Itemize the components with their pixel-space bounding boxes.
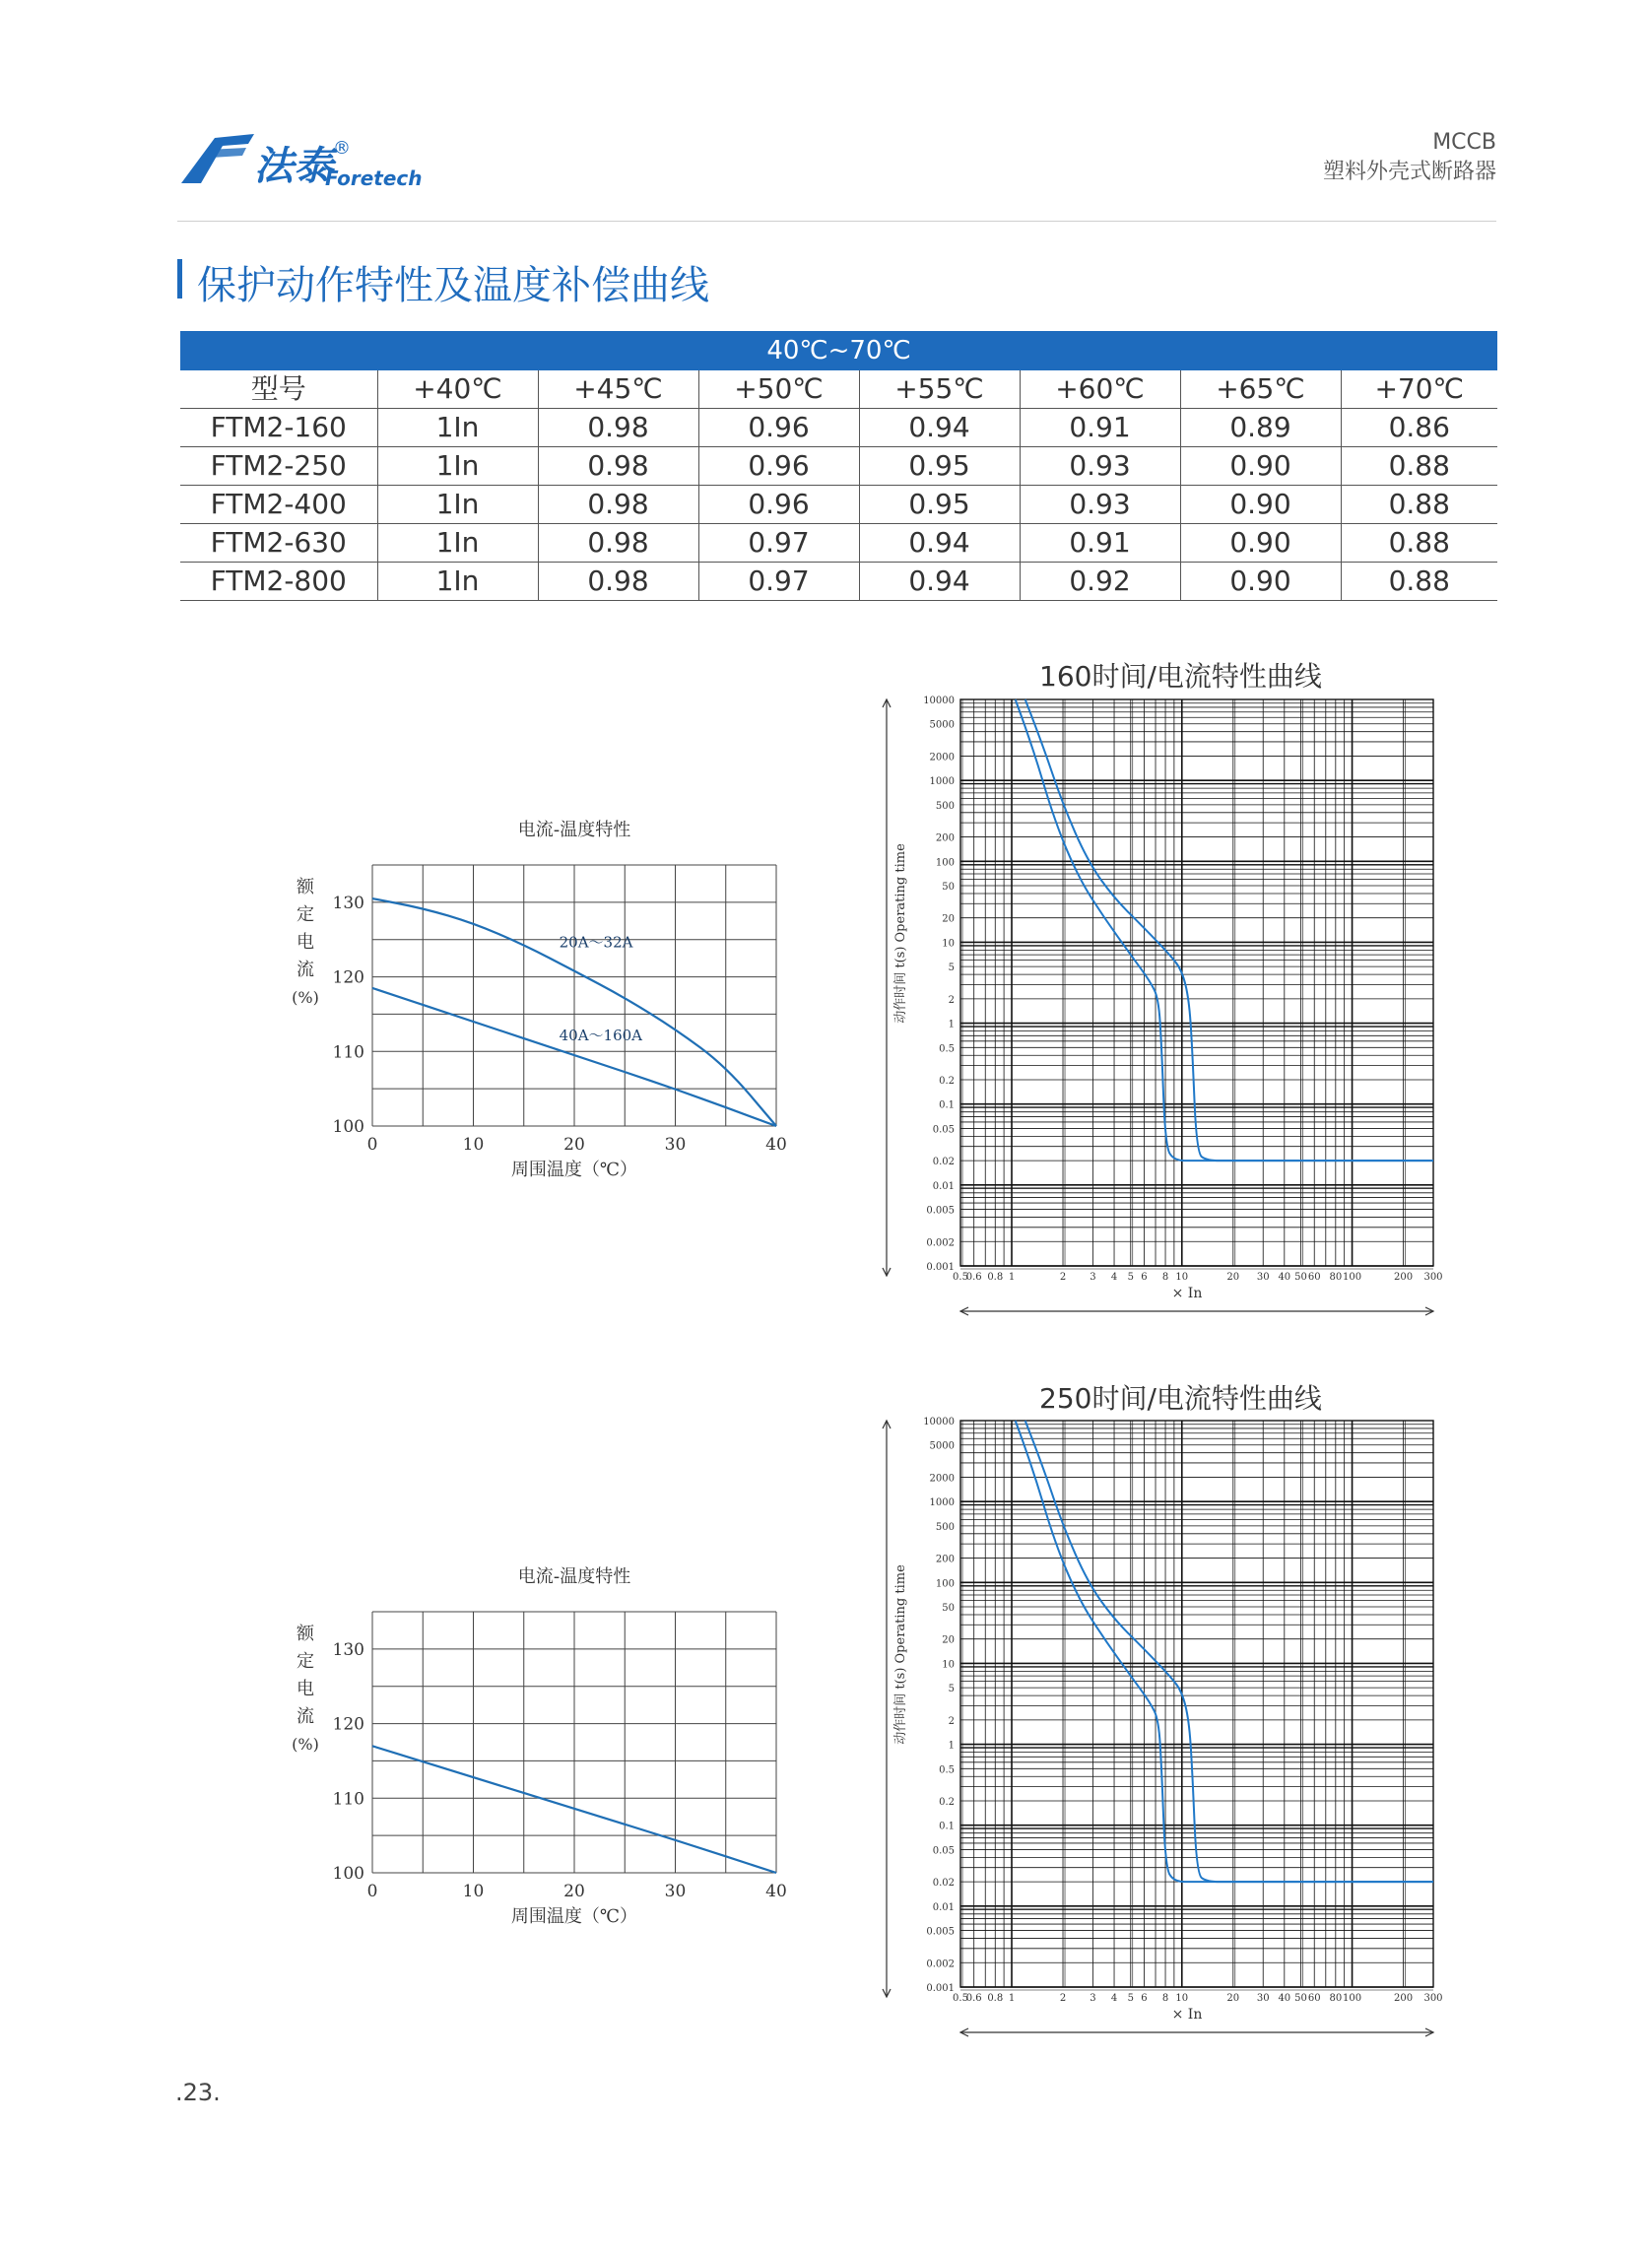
x-tick-label: 40: [765, 1135, 787, 1155]
y-tick-label: 5: [948, 963, 955, 974]
y-tick-label: 0.05: [932, 1124, 955, 1136]
y-tick-label: 2000: [929, 752, 955, 763]
table-cell: 0.97: [698, 524, 859, 563]
x-tick-label: 10: [1175, 1272, 1189, 1283]
x-tick-label: 4: [1110, 1272, 1118, 1283]
table-cell: 0.90: [1180, 524, 1341, 563]
table-cell: 0.93: [1020, 447, 1180, 486]
x-axis-label: × In: [1171, 1286, 1203, 1301]
table-header-cell: +55℃: [859, 370, 1020, 409]
y-tick-label: 200: [935, 1554, 955, 1565]
y-tick-label: 10000: [923, 696, 955, 706]
y-tick-label: 0.01: [932, 1901, 955, 1913]
table-header-cell: +65℃: [1180, 370, 1341, 409]
x-tick-label: 3: [1090, 1272, 1096, 1283]
x-tick-label: 20: [563, 1135, 585, 1155]
ct-title: 电流-温度特性: [517, 1566, 631, 1587]
x-tick-label: 60: [1307, 1272, 1321, 1283]
table-cell: 0.95: [859, 447, 1020, 486]
y-tick-label: 1: [948, 1019, 955, 1030]
y-tick-label: 0.005: [926, 1205, 955, 1217]
table-cell: 0.91: [1020, 409, 1180, 447]
y-tick-label: 100: [332, 1117, 364, 1137]
x-tick-label: 80: [1329, 1993, 1343, 2004]
table-row: [180, 524, 1497, 563]
y-tick-label: 100: [935, 857, 955, 869]
y-tick-label: 0.02: [932, 1157, 955, 1168]
x-tick-label: 200: [1394, 1272, 1414, 1283]
table-cell: 0.88: [1341, 447, 1497, 486]
x-tick-label: 0.6: [965, 1993, 982, 2004]
series-label: 40A～160A: [559, 1026, 643, 1044]
x-tick-label: 30: [664, 1135, 687, 1155]
y-tick-label: 200: [935, 832, 955, 844]
page-number: .23.: [175, 2079, 221, 2106]
table-cell: 0.90: [1180, 486, 1341, 524]
logo-en: Foretech: [325, 166, 423, 190]
foretech-logo: [177, 128, 433, 197]
table-cell: 0.88: [1341, 563, 1497, 601]
current-temperature-chart-1: [266, 808, 798, 1192]
y-tick-label: 100: [935, 1578, 955, 1590]
y-tick-label: 20: [942, 913, 955, 925]
y-axis-label: 动作时间 t(s) Operating time: [893, 843, 908, 1024]
table-header-cell: +45℃: [538, 370, 698, 409]
y-tick-label: 500: [935, 800, 955, 812]
x-tick-label: 3: [1090, 1993, 1096, 2004]
y-axis-label: 动作时间 t(s) Operating time: [893, 1564, 908, 1745]
table-cell: 0.94: [859, 524, 1020, 563]
trip-curve-0: [1016, 1421, 1433, 1882]
y-tick-label: 0.001: [926, 1983, 955, 1994]
table-cell: 0.92: [1020, 563, 1180, 601]
tc-chart-160-title: 160时间/电流特性曲线: [1039, 660, 1322, 693]
table-cell: 0.89: [1180, 409, 1341, 447]
product-code: MCCB: [1432, 130, 1496, 155]
table-cell: 0.96: [698, 447, 859, 486]
x-tick-label: 0: [366, 1882, 378, 1901]
table-cell: FTM2-630: [180, 524, 377, 563]
y-tick-label: 0.01: [932, 1180, 955, 1192]
y-tick-label: 0.1: [939, 1099, 955, 1111]
table-cell: 0.98: [538, 524, 698, 563]
y-tick-label: 500: [935, 1521, 955, 1533]
x-tick-label: 200: [1394, 1993, 1414, 2004]
section-marker: [177, 259, 182, 299]
y-tick-label: 0.002: [926, 1237, 955, 1249]
table-cell: 0.98: [538, 447, 698, 486]
y-axis-label-char: 额: [297, 1624, 314, 1644]
x-tick-label: 0.5: [953, 1272, 968, 1283]
table-cell: FTM2-250: [180, 447, 377, 486]
x-tick-label: 0.8: [987, 1272, 1004, 1283]
x-tick-label: 50: [1294, 1272, 1307, 1283]
x-tick-label: 10: [462, 1882, 485, 1901]
y-tick-label: 100: [332, 1864, 364, 1884]
table-cell: 0.98: [538, 563, 698, 601]
y-axis-label-char: 定: [297, 904, 314, 925]
section-title: 保护动作特性及温度补偿曲线: [197, 263, 709, 308]
table-cell: 1In: [377, 486, 538, 524]
y-tick-label: 1000: [929, 1497, 955, 1509]
table-cell: 0.90: [1180, 563, 1341, 601]
table-cell: 0.90: [1180, 447, 1341, 486]
x-tick-label: 1: [1008, 1993, 1016, 2004]
y-tick-label: 120: [332, 1714, 364, 1735]
table-row: [180, 447, 1497, 486]
y-tick-label: 10: [942, 938, 955, 950]
y-tick-label: 0.05: [932, 1845, 955, 1857]
y-axis-label-char: 流: [297, 960, 314, 980]
x-tick-label: 10: [462, 1135, 485, 1155]
y-tick-label: 0.002: [926, 1958, 955, 1970]
header-divider: [177, 221, 1496, 222]
x-tick-label: 30: [1256, 1272, 1270, 1283]
y-tick-label: 50: [942, 882, 955, 894]
y-tick-label: 2: [948, 1715, 955, 1727]
table-cell: 0.94: [859, 409, 1020, 447]
table-cell: 0.97: [698, 563, 859, 601]
x-tick-label: 0.6: [965, 1272, 982, 1283]
y-tick-label: 1000: [929, 776, 955, 788]
x-tick-label: 40: [765, 1882, 787, 1901]
ct-title: 电流-温度特性: [517, 820, 631, 840]
y-tick-label: 10000: [923, 1417, 955, 1427]
table-cell: 0.94: [859, 563, 1020, 601]
table-cell: 1In: [377, 524, 538, 563]
x-tick-label: 5: [1127, 1272, 1134, 1283]
x-tick-label: 20: [1226, 1272, 1240, 1283]
x-tick-label: 60: [1307, 1993, 1321, 2004]
table-cell: 0.96: [698, 486, 859, 524]
tc-chart-250-title: 250时间/电流特性曲线: [1039, 1382, 1322, 1415]
x-tick-label: 80: [1329, 1272, 1343, 1283]
table-cell: 0.91: [1020, 524, 1180, 563]
x-tick-label: 6: [1141, 1993, 1148, 2004]
y-tick-label: 2: [948, 994, 955, 1006]
trip-curve-1: [1025, 1421, 1433, 1882]
y-tick-label: 50: [942, 1603, 955, 1615]
x-axis-label: × In: [1171, 2007, 1203, 2023]
x-tick-label: 100: [1343, 1993, 1362, 2004]
x-tick-label: 2: [1059, 1993, 1067, 2004]
x-tick-label: 6: [1141, 1272, 1148, 1283]
x-tick-label: 8: [1161, 1272, 1169, 1283]
y-tick-label: 130: [332, 893, 364, 913]
trip-curve-0: [1016, 699, 1433, 1161]
y-axis-label-char: 定: [297, 1651, 314, 1672]
header-product: [1323, 128, 1496, 187]
y-axis-label-char: 电: [297, 932, 314, 953]
y-axis-label-unit: (%): [292, 988, 319, 1007]
table-cell: 0.96: [698, 409, 859, 447]
table-cell: FTM2-160: [180, 409, 377, 447]
table-header-cell: +60℃: [1020, 370, 1180, 409]
table-header-cell: +50℃: [698, 370, 859, 409]
x-tick-label: 100: [1343, 1272, 1362, 1283]
x-tick-label: 4: [1110, 1993, 1118, 2004]
time-current-chart-160: [867, 690, 1443, 1320]
x-tick-label: 30: [1256, 1993, 1270, 2004]
x-tick-label: 30: [664, 1882, 687, 1901]
table-cell: 0.88: [1341, 524, 1497, 563]
x-tick-label: 300: [1423, 1272, 1443, 1283]
x-tick-label: 20: [563, 1882, 585, 1901]
y-axis-label-char: 流: [297, 1706, 314, 1727]
y-tick-label: 130: [332, 1639, 364, 1660]
y-tick-label: 0.2: [939, 1075, 955, 1087]
y-tick-label: 5000: [929, 1440, 955, 1452]
table-header-cell: +70℃: [1341, 370, 1497, 409]
x-tick-label: 1: [1008, 1272, 1016, 1283]
x-tick-label: 40: [1278, 1993, 1291, 2004]
table-cell: FTM2-800: [180, 563, 377, 601]
table-cell: 0.93: [1020, 486, 1180, 524]
series-label: 20A～32A: [559, 933, 633, 952]
x-tick-label: 50: [1294, 1993, 1307, 2004]
table-cell: 0.98: [538, 409, 698, 447]
y-tick-label: 5000: [929, 719, 955, 731]
table-band-row: [180, 331, 1497, 370]
y-tick-label: 110: [332, 1789, 364, 1810]
table-row: [180, 409, 1497, 447]
table-cell: 0.98: [538, 486, 698, 524]
table-header-cell: +40℃: [377, 370, 538, 409]
table-cell: 0.86: [1341, 409, 1497, 447]
y-tick-label: 110: [332, 1042, 364, 1063]
y-tick-label: 0.5: [939, 1764, 955, 1776]
x-tick-label: 20: [1226, 1993, 1240, 2004]
table-cell: 1In: [377, 447, 538, 486]
x-tick-label: 5: [1127, 1993, 1134, 2004]
x-axis-label: 周围温度（℃）: [510, 1906, 638, 1927]
table-cell: 1In: [377, 563, 538, 601]
x-tick-label: 2: [1059, 1272, 1067, 1283]
table-row: [180, 563, 1497, 601]
table-band-label: 40℃~70℃: [180, 331, 1497, 370]
y-tick-label: 0.001: [926, 1262, 955, 1273]
y-tick-label: 0.02: [932, 1878, 955, 1890]
y-tick-label: 5: [948, 1684, 955, 1695]
x-tick-label: 40: [1278, 1272, 1291, 1283]
x-axis-label: 周围温度（℃）: [510, 1160, 638, 1180]
logo-cn: 法泰: [254, 144, 333, 189]
y-axis-label-char: 电: [297, 1679, 314, 1699]
table-header-row: [180, 370, 1497, 409]
x-tick-label: 10: [1175, 1993, 1189, 2004]
y-tick-label: 2000: [929, 1473, 955, 1485]
x-tick-label: 300: [1423, 1993, 1443, 2004]
y-tick-label: 0.005: [926, 1926, 955, 1938]
x-tick-label: 0.5: [953, 1993, 968, 2004]
current-temperature-chart-2: [266, 1555, 798, 1939]
table-cell: 1In: [377, 409, 538, 447]
product-name: 塑料外壳式断路器: [1322, 160, 1496, 184]
y-tick-label: 1: [948, 1740, 955, 1752]
y-tick-label: 10: [942, 1659, 955, 1671]
trip-curve-1: [1025, 699, 1433, 1161]
y-axis-label: [292, 1624, 319, 1754]
time-current-chart-250: [867, 1411, 1443, 2041]
logo-registered: ®: [333, 138, 351, 159]
y-axis-label: [292, 877, 319, 1007]
y-tick-label: 0.2: [939, 1796, 955, 1808]
y-tick-label: 0.5: [939, 1043, 955, 1055]
y-tick-label: 20: [942, 1634, 955, 1646]
y-tick-label: 120: [332, 967, 364, 988]
table-cell: 0.95: [859, 486, 1020, 524]
table-cell: FTM2-400: [180, 486, 377, 524]
y-tick-label: 0.1: [939, 1821, 955, 1832]
x-tick-label: 8: [1161, 1993, 1169, 2004]
table-row: [180, 486, 1497, 524]
y-axis-label-char: 额: [297, 877, 314, 897]
table-cell: 0.88: [1341, 486, 1497, 524]
temperature-compensation-table: [180, 331, 1497, 601]
y-axis-label-unit: (%): [292, 1735, 319, 1754]
x-tick-label: 0.8: [987, 1993, 1004, 2004]
table-header-cell: 型号: [180, 370, 377, 409]
x-tick-label: 0: [366, 1135, 378, 1155]
logo-mark-icon: [181, 134, 254, 183]
